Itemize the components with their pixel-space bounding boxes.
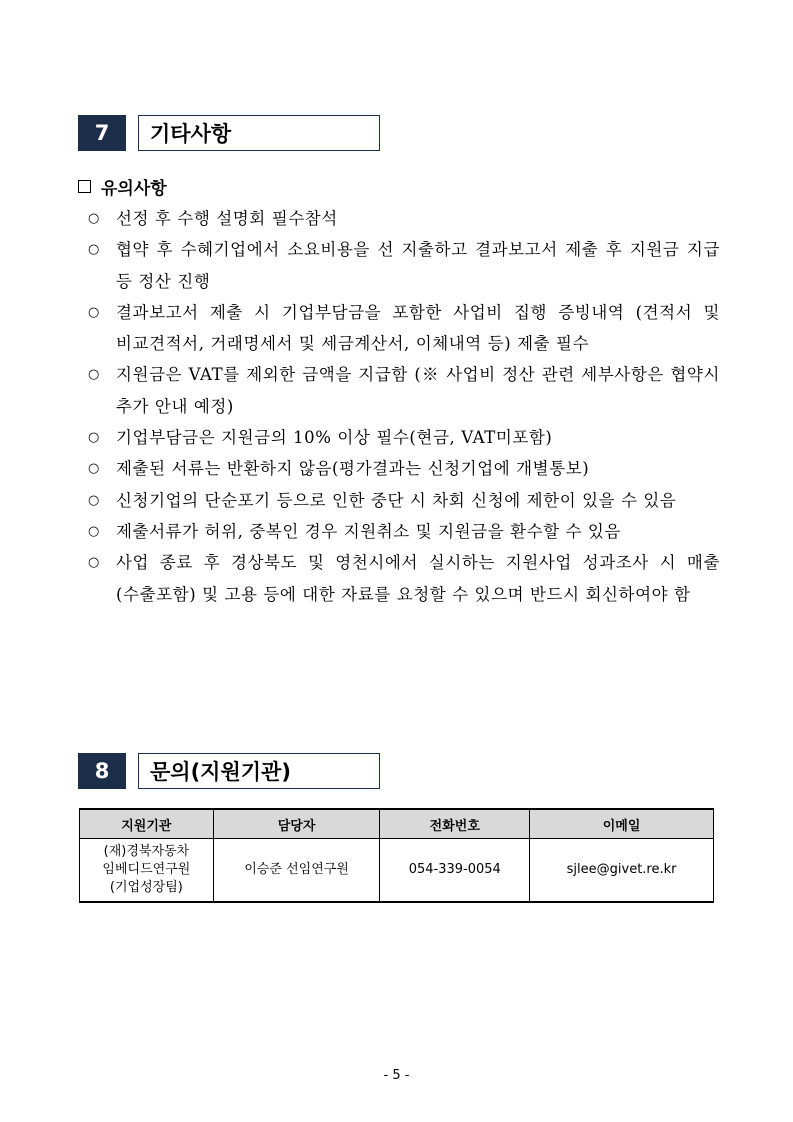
table-row	[80, 839, 714, 903]
checkbox-square-icon	[78, 180, 91, 193]
list-item: ○ 사업 종료 후 경상북도 및 영천시에서 실시하는 지원사업 성과조사 시 매출(수출포함) 및 고용 등에 대한 자료를 요청할 수 있으며 반드시 회신하여야 함	[88, 547, 720, 610]
list-item: ○ 제출서류가 허위, 중복인 경우 지원취소 및 지원금을 환수할 수 있음	[88, 516, 720, 547]
cell-person: 이승준 선임연구원	[213, 839, 380, 903]
header-email: 이메일	[530, 809, 714, 839]
list-item: ○ 기업부담금은 지원금의 10% 이상 필수(현금, VAT미포함)	[88, 422, 720, 453]
bullet-circle-icon: ○	[88, 430, 100, 446]
list-item: ○ 결과보고서 제출 시 기업부담금을 포함한 사업비 집행 증빙내역 (견적서 및 비교견적서, 거래명세서 및 세금계산서, 이체내역 등) 제출 필수	[88, 297, 720, 360]
bullet-circle-icon: ○	[88, 555, 100, 571]
section-title: 기타사항	[138, 115, 380, 151]
header-person: 담당자	[213, 809, 380, 839]
header-org: 지원기관	[80, 809, 214, 839]
bullet-circle-icon: ○	[88, 367, 100, 383]
section-number: 8	[78, 753, 126, 789]
contact-table	[79, 808, 714, 903]
cell-org: (재)경북자동차 임베디드연구원 (기업성장팀)	[80, 839, 214, 903]
cell-email: sjlee@givet.re.kr	[530, 839, 714, 903]
bullet-circle-icon: ○	[88, 211, 100, 226]
list-item: ○ 제출된 서류는 반환하지 않음(평가결과는 신청기업에 개별통보)	[88, 453, 720, 484]
page-number: - 5 -	[383, 1068, 410, 1083]
notes-heading	[78, 174, 167, 199]
bullet-circle-icon: ○	[88, 242, 100, 258]
header-phone: 전화번호	[380, 809, 530, 839]
section-8-header	[78, 753, 380, 789]
bullet-circle-icon: ○	[88, 461, 100, 477]
section-number: 7	[78, 115, 126, 151]
notes-list	[88, 203, 720, 610]
table-header-row	[80, 809, 714, 839]
bullet-circle-icon: ○	[88, 492, 100, 508]
bullet-circle-icon: ○	[88, 304, 100, 320]
list-item: ○ 선정 후 수행 설명회 필수참석	[88, 203, 720, 234]
list-item: ○ 지원금은 VAT를 제외한 금액을 지급함 (※ 사업비 정산 관련 세부사항은 협약시 추가 안내 예정)	[88, 359, 720, 422]
bullet-circle-icon: ○	[88, 523, 100, 539]
section-title: 문의(지원기관)	[138, 753, 380, 789]
section-7-header	[78, 115, 380, 151]
notes-heading-text: 유의사항	[101, 179, 167, 199]
list-item: ○ 신청기업의 단순포기 등으로 인한 중단 시 차회 신청에 제한이 있을 수 있음	[88, 485, 720, 516]
cell-phone: 054-339-0054	[380, 839, 530, 903]
list-item: ○ 협약 후 수혜기업에서 소요비용을 선 지출하고 결과보고서 제출 후 지원금 지급 등 정산 진행	[88, 234, 720, 297]
